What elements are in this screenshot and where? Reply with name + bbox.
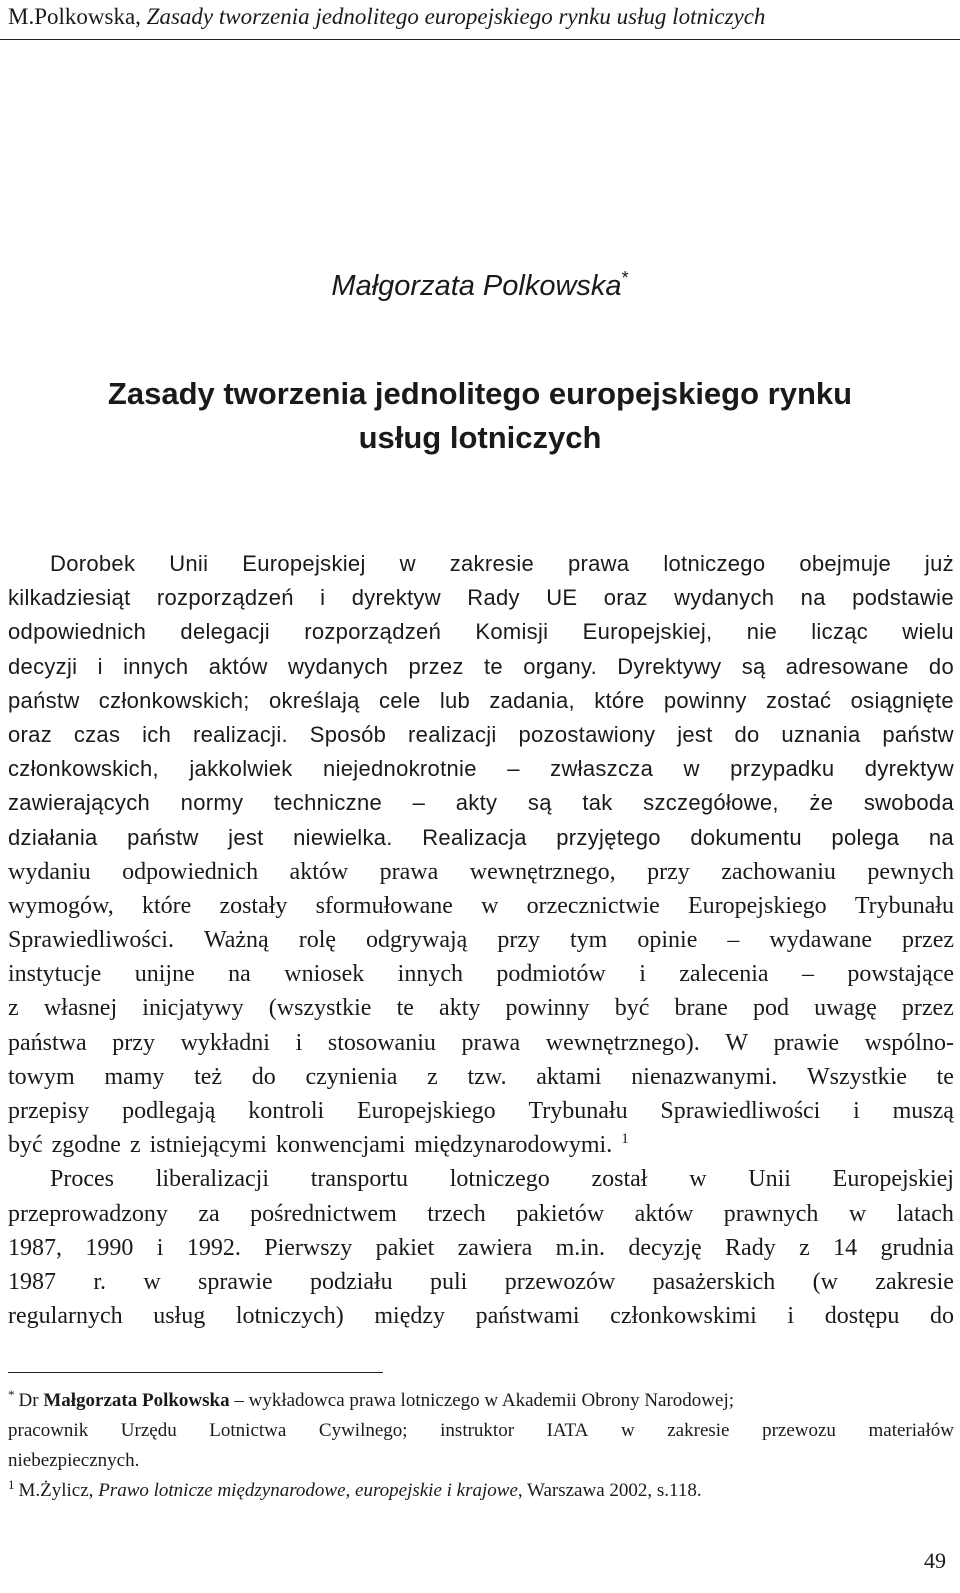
footnote-1-title: Prawo lotnicze międzynarodowe, europejskie i krajowe	[98, 1480, 518, 1501]
body-line: Dorobek Unii Europejskiej w zakresie prawa lotniczego obejmuje już	[50, 551, 954, 576]
running-header-author: M.Polkowska,	[8, 4, 147, 29]
body-line: Sprawiedliwości. Ważną rolę odgrywają przy tym opinie – wydawane przez	[8, 927, 954, 954]
body-line: 1987 r. w sprawie podziału puli przewozów pasażerskich (w zakresie	[8, 1268, 954, 1295]
running-header-title: Zasady tworzenia jednolitego europejskiego rynku usług lotniczych	[146, 4, 766, 29]
footnote-1-mark: 1	[8, 1477, 15, 1492]
body-line: przepisy podlegają kontroli Europejskiego Trybunału Sprawiedliwości i muszą	[8, 1098, 954, 1124]
footnote-star-lead	[8, 1386, 734, 1416]
page-number: 49	[924, 1548, 946, 1573]
running-header	[0, 0, 960, 40]
title-line-2: usług lotniczych	[358, 420, 602, 455]
body-line: wydaniu odpowiednich aktów prawa wewnętrznego, przy zachowaniu pewnych	[8, 858, 954, 885]
footnote-star-name: Małgorzata Polkowska	[43, 1390, 230, 1411]
footnote-star-line-2: pracownik Urzędu Lotnictwa Cywilnego; instruktor IATA w zakresie przewozu materiałów	[8, 1420, 954, 1441]
footnote-1-rest: , Warszawa 2002, s.118.	[517, 1480, 702, 1501]
author-name: Małgorzata Polkowska	[331, 270, 622, 302]
footnote-star-line-3: niebezpiecznych.	[8, 1450, 140, 1471]
body-line: z własnej inicjatywy (wszystkie te akty powinny być brane pod uwagę przez	[8, 995, 954, 1022]
footnote-separator	[8, 1372, 383, 1373]
footnote-star-rest: – wykładowca prawa lotniczego w Akademii Obrony Narodowej;	[234, 1390, 735, 1411]
article-title	[0, 372, 960, 460]
body-line: 1987, 1990 i 1992. Pierwszy pakiet zawiera m.in. decyzję Rady z 14 grudnia	[8, 1234, 954, 1261]
body-line: odpowiednich delegacji rozporządzeń Komisji Europejskiej, nie licząc wielu	[8, 619, 954, 645]
footnote-star-mark: *	[8, 1387, 15, 1402]
footnote-star-line-1	[8, 1386, 954, 1416]
body-line: działania państw jest niewielka. Realizacja przyjętego dokumentu polega na	[8, 824, 954, 850]
article-author	[0, 268, 960, 304]
body-text	[8, 547, 954, 1333]
title-line-1: Zasady tworzenia jednolitego europejskiego rynku	[107, 376, 853, 411]
body-line: regularnych usług lotniczych) między państwami członkowskimi i dostępu do	[8, 1303, 954, 1330]
body-line: towym mamy też do czynienia z tzw. aktami nienazwanymi. Wszystkie te	[8, 1063, 954, 1090]
body-line: państw członkowskich; określają cele lub zadania, które powinny zostać osiągnięte	[8, 687, 954, 713]
body-line: zawierających normy techniczne – akty są tak szczegółowe, że swoboda	[8, 790, 954, 816]
author-footnote-mark: *	[621, 268, 629, 288]
footnote-star-prefix: Dr	[18, 1390, 39, 1411]
footnote-1	[8, 1476, 954, 1506]
footnotes	[8, 1386, 954, 1506]
footnote-ref-1: 1	[621, 1131, 629, 1148]
body-line: oraz czas ich realizacji. Sposób realizacji pozostawiony jest do uznania państw	[8, 721, 954, 747]
body-line: wymogów, które zostały sformułowane w orzecznictwie Europejskiego Trybunału	[8, 892, 954, 919]
body-line: kilkadziesiąt rozporządzeń i dyrektyw Rady UE oraz wydanych na podstawie	[8, 585, 954, 611]
body-line: instytucje unijne na wniosek innych podmiotów i zalecenia – powstające	[8, 961, 954, 988]
body-line: przeprowadzony za pośrednictwem trzech pakietów aktów prawnych w latach	[8, 1200, 954, 1227]
body-line: być zgodne z istniejącymi konwencjami międzynarodowymi. 1	[8, 1128, 954, 1162]
footnote-1-author: M.Żylicz,	[18, 1480, 94, 1501]
body-line: członkowskich, jakkolwiek niejednokrotnie – zwłaszcza w przypadku dyrektyw	[8, 756, 954, 782]
body-line: państwa przy wykładni i stosowaniu prawa wewnętrznego). W prawie wspólno-	[8, 1029, 954, 1056]
body-line: decyzji i innych aktów wydanych przez te organy. Dyrektywy są adresowane do	[8, 653, 954, 679]
body-line: Proces liberalizacji transportu lotniczego został w Unii Europejskiej	[50, 1166, 954, 1193]
